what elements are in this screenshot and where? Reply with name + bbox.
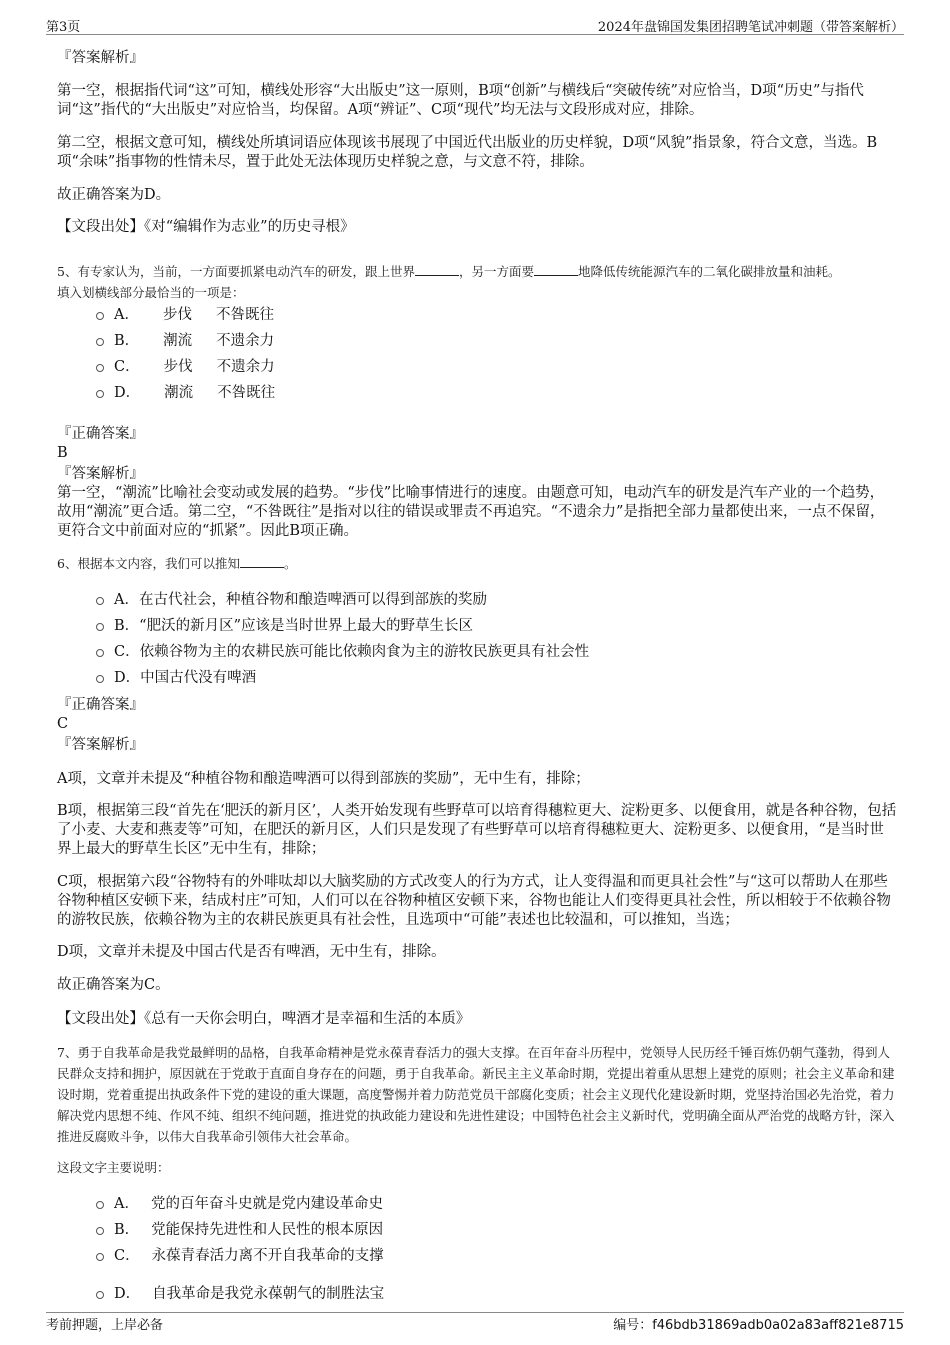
radio-icon[interactable] bbox=[96, 623, 104, 631]
q6-option-a[interactable] bbox=[96, 590, 487, 610]
q7-option-letter: A． bbox=[114, 1196, 139, 1212]
radio-icon[interactable] bbox=[96, 312, 104, 320]
footer-slogan: 考前押题，上岸必备 bbox=[46, 1318, 164, 1333]
q7-option-c[interactable] bbox=[96, 1246, 384, 1266]
q5-option-word2: 不遗余力 bbox=[216, 359, 275, 375]
q5-option-letter: A． bbox=[114, 307, 139, 323]
radio-icon[interactable] bbox=[96, 597, 104, 605]
radio-icon[interactable] bbox=[96, 390, 104, 398]
q6-option-b[interactable] bbox=[96, 616, 473, 636]
q6-conclusion: 故正确答案为C。 bbox=[57, 977, 170, 993]
q6-correct-label: 『正确答案』 bbox=[57, 697, 144, 713]
q5-option-d[interactable] bbox=[96, 383, 275, 403]
q4-conclusion: 故正确答案为D。 bbox=[57, 187, 171, 203]
q6-stem-text: 6、根据本文内容，我们可以推知 bbox=[57, 556, 240, 571]
radio-icon[interactable] bbox=[96, 1253, 104, 1261]
q5-option-word1: 步伐 bbox=[162, 307, 192, 323]
q7-stem: 7、勇于自我革命是我党最鲜明的品格，自我革命精神是党永葆青春活力的强大支撑。在百年奋斗历程中，党领导人民历经千锤百炼仍朝气蓬勃，得到人民群众支持和拥护，原因就在于党敢于直面自身存在的问题，勇于自我革命。新民主主义革命时期，党提出着重从思想上建党的原则；社会主义革命和建设时期，党着重提出执政条件下党的建设的重大课题，高度警惕并着力防范党员干部腐化变质；社会主义现代化建设新时期，党坚持治国必先治党，着力解决党内思想不纯、作风不纯、组织不纯问题，推进党的执政能力建设和先进性建设；中国特色社会主义新时代，党明确全面从严治党的战略方针，深入推进反腐败斗争，以伟大自我革命引领伟大社会革命。 bbox=[57, 1045, 895, 1144]
q5-option-word2: 不遗余力 bbox=[216, 333, 275, 349]
q5-correct-label: 『正确答案』 bbox=[57, 426, 144, 442]
q5-option-letter: D． bbox=[114, 385, 141, 401]
q6-option-letter: B． bbox=[114, 618, 140, 634]
q6-stem-end: 。 bbox=[283, 556, 297, 571]
q5-option-word2: 不咎既往 bbox=[217, 385, 276, 401]
q5-stem-c: 地降低传统能源汽车的二氧化碳排放量和油耗。 bbox=[577, 264, 841, 279]
q4-analysis-para2: 第二空，根据文意可知，横线处所填词语应体现该书展现了中国近代出版业的历史样貌，D项“风貌”指景象，符合文意，当选。B项“余味”指事物的性情未尽，置于此处无法体现历史样貌之意，与文意不符，排除。 bbox=[57, 135, 878, 170]
q5-option-a[interactable] bbox=[96, 305, 274, 325]
radio-icon[interactable] bbox=[96, 364, 104, 372]
q6-option-letter: D． bbox=[114, 670, 141, 686]
q6-analysis-a: A项，文章并未提及“种植谷物和酿造啤酒可以得到部族的奖励”，无中生有，排除； bbox=[57, 771, 590, 787]
q7-option-letter: C． bbox=[114, 1248, 140, 1264]
q5-stem-a: 5、有专家认为，当前，一方面要抓紧电动汽车的研发，跟上世界 bbox=[57, 264, 415, 279]
q6-option-text: 在古代社会，种植谷物和酿造啤酒可以得到部族的奖励 bbox=[138, 592, 487, 608]
q5-blank-1 bbox=[415, 263, 459, 276]
q4-analysis-para1: 第一空，根据指代词“这”可知，横线处形容“大出版史”这一原则，B项“创新”与横线后“突破传统”对应恰当，D项“历史”与指代词“这”指代的“大出版史”对应恰当，均保留。A项“辨证”、C项“现代”均无法与文段形成对应，排除。 bbox=[57, 83, 864, 118]
q5-analysis: 第一空，“潮流”比喻社会变动或发展的趋势。“步伐”比喻事情进行的速度。由题意可知，电动汽车的研发是汽车产业的一个趋势，故用“潮流”更合适。第二空，“不咎既往”是指对以往的错误或罪责不再追究。“不遗余力”是指把全部力量都使出来，一点不保留，更符合文中前面对应的“抓紧”。因此B项正确。 bbox=[57, 485, 885, 539]
q7-option-letter: D． bbox=[114, 1286, 141, 1302]
q7-option-d[interactable] bbox=[96, 1284, 384, 1304]
q4-source: 【文段出处】《对“编辑作为志业”的历史寻根》 bbox=[57, 219, 355, 235]
q6-option-text: 中国古代没有啤酒 bbox=[140, 670, 257, 686]
q5-blank-2 bbox=[534, 263, 578, 276]
radio-icon[interactable] bbox=[96, 1227, 104, 1235]
q5-option-letter: B． bbox=[114, 333, 140, 349]
q6-option-c[interactable] bbox=[96, 642, 589, 662]
q7-option-text: 自我革命是我党永葆朝气的制胜法宝 bbox=[152, 1286, 385, 1302]
q6-analysis-label: 『答案解析』 bbox=[57, 737, 144, 753]
q5-option-c[interactable] bbox=[96, 357, 275, 377]
q5-option-b[interactable] bbox=[96, 331, 274, 351]
q7-option-b[interactable] bbox=[96, 1220, 383, 1240]
q6-analysis-b: B项，根据第三段“首先在‘肥沃的新月区’，人类开始发现有些野草可以培育得穗粒更大、淀粉更多、以便食用，就是各种谷物，包括了小麦、大麦和燕麦等”可知，在肥沃的新月区，人们只是发现了有些野草可以培育得穗粒更大、淀粉更多、以便食用，“是当时世界上最大的野草生长区”无中生有，排除； bbox=[57, 803, 897, 857]
footer-serial: 编号：f46bdb31869adb0a02a83aff821e8715 bbox=[613, 1318, 904, 1333]
q5-analysis-label: 『答案解析』 bbox=[57, 466, 144, 482]
q7-option-text: 党能保持先进性和人民性的根本原因 bbox=[151, 1222, 384, 1238]
q5-stem bbox=[57, 261, 902, 303]
q7-option-text: 永葆青春活力离不开自我革命的支撑 bbox=[151, 1248, 384, 1264]
q6-option-text: “肥沃的新月区”应该是当时世界上最大的野草生长区 bbox=[139, 618, 473, 634]
header-divider bbox=[46, 34, 904, 35]
q7-option-letter: B． bbox=[114, 1222, 140, 1238]
q5-correct-answer: B bbox=[57, 445, 68, 461]
q6-blank bbox=[240, 555, 284, 568]
q6-option-letter: C． bbox=[114, 644, 140, 660]
radio-icon[interactable] bbox=[96, 1201, 104, 1209]
q5-stem-line2: 填入划横线部分最恰当的一项是： bbox=[57, 285, 245, 300]
q5-option-word1: 潮流 bbox=[163, 333, 193, 349]
q7-prompt: 这段文字主要说明： bbox=[57, 1160, 170, 1175]
q5-stem-b: ，另一方面要 bbox=[458, 264, 534, 279]
q6-option-text: 依赖谷物为主的农耕民族可能比依赖肉食为主的游牧民族更具有社会性 bbox=[139, 644, 590, 660]
q6-analysis-c: C项，根据第六段“谷物特有的外啡呔却以大脑奖励的方式改变人的行为方式，让人变得温和而更具社会性”与“这可以帮助人在那些谷物种植区安顿下来，结成村庄”可知，人们可以在谷物种植区安顿下来，谷物也能让人们变得更具社会性，所以相较于不依赖谷物的游牧民族，依赖谷物为主的农耕民族更具有社会性，且选项中“可能”表述也比较温和，可以推知，当选； bbox=[57, 874, 891, 928]
q5-option-word1: 步伐 bbox=[163, 359, 193, 375]
q4-analysis-label: 『答案解析』 bbox=[57, 50, 144, 66]
radio-icon[interactable] bbox=[96, 649, 104, 657]
q6-stem bbox=[57, 553, 902, 574]
q5-option-word2: 不咎既往 bbox=[215, 307, 274, 323]
q6-correct-answer: C bbox=[57, 716, 69, 732]
q6-option-letter: A． bbox=[114, 592, 139, 608]
document-title: 2024年盘锦国发集团招聘笔试冲刺题（带答案解析） bbox=[597, 20, 904, 35]
q6-option-d[interactable] bbox=[96, 668, 256, 688]
q5-option-letter: C． bbox=[114, 359, 140, 375]
q6-analysis-d: D项，文章并未提及中国古代是否有啤酒，无中生有，排除。 bbox=[57, 944, 446, 960]
radio-icon[interactable] bbox=[96, 675, 104, 683]
q7-option-text: 党的百年奋斗史就是党内建设革命史 bbox=[150, 1196, 383, 1212]
radio-icon[interactable] bbox=[96, 338, 104, 346]
page-number: 第3页 bbox=[46, 20, 81, 35]
radio-icon[interactable] bbox=[96, 1291, 104, 1299]
q6-source: 【文段出处】《总有一天你会明白，啤酒才是幸福和生活的本质》 bbox=[57, 1011, 471, 1027]
q5-option-word1: 潮流 bbox=[164, 385, 194, 401]
footer-divider bbox=[46, 1312, 904, 1313]
q7-option-a[interactable] bbox=[96, 1194, 383, 1214]
